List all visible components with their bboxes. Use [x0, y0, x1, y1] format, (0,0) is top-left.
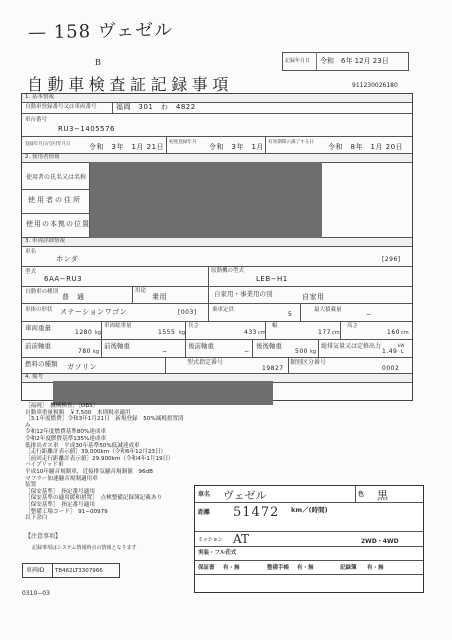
expiry-value: 令和 8年 1月 20日 — [328, 143, 404, 151]
vehicle-id-value: TB462LT3307966 — [55, 568, 103, 574]
record-date-value: 令和 6年 12月 23日 — [320, 57, 389, 65]
footer-code: 0310−03 — [22, 590, 50, 597]
user-address-label: 使用者の住所 — [28, 196, 82, 204]
chassis-value: RU3−1405576 — [58, 125, 115, 133]
card-warranty-value: 有・無 — [223, 565, 240, 571]
capacity-value: 5 — [288, 311, 293, 318]
redacted-remarks — [53, 381, 273, 405]
card-record-value: 有・無 — [367, 565, 384, 571]
dealer-card — [194, 485, 424, 593]
width-label: 幅 — [272, 323, 278, 329]
card-manual-value: 有・無 — [297, 565, 314, 571]
rear-axle-label: 後後軸重 — [256, 342, 282, 350]
gross-label: 車両総重量 — [104, 323, 132, 329]
remarks-line: ［福岡］ 機械検査，［OBS］ — [25, 403, 99, 409]
vehicle-id-label: 車両ID — [26, 567, 45, 574]
chassis-label: 車台番号 — [25, 117, 48, 123]
front-axle-label: 前前軸重 — [25, 342, 51, 350]
displacement-label: 総排気量又は定格出力 — [321, 343, 382, 350]
card-mileage-value: 51472 — [233, 505, 280, 520]
kind-label: 自動車の種別 — [25, 289, 59, 295]
section-basic-header — [22, 94, 412, 102]
capacity-label: 乗車定員 — [212, 307, 235, 313]
expiry-label: 有効期間の満了する日 — [268, 140, 314, 145]
max-load-label: 最大積載量 — [314, 307, 342, 313]
card-mission-value: AT — [233, 532, 250, 546]
remarks-line: 令和2年度燃費基準135%達成車 — [25, 435, 107, 442]
height-unit: cm — [401, 330, 409, 336]
height-label: 高さ — [347, 323, 359, 329]
record-date-box — [282, 52, 409, 71]
front2-value: − — [162, 348, 168, 355]
card-type-label: 実装・フル荘式 — [198, 550, 237, 556]
model-label: 型式 — [25, 269, 37, 275]
max-load-value: − — [366, 311, 372, 318]
remarks-line: ［走行距離計表示値］39,000km（令和6年12月23日） — [25, 449, 167, 456]
card-name-label: 車名 — [198, 491, 211, 498]
weight-label: 車両重量 — [25, 324, 51, 332]
remarks-line: ［保安基準］ 指定番号適用 — [25, 501, 95, 508]
gross-unit: kg — [179, 330, 186, 336]
remarks-line: 令和12年度燃費基準80%達成車 — [25, 429, 107, 436]
width-value: 177 — [318, 329, 331, 336]
remarks-line: ハイブリッド車 — [25, 462, 64, 469]
section-user-header — [22, 154, 412, 162]
fuel-value: ガソリン — [67, 363, 97, 371]
remarks-line: 以下余白 — [25, 515, 48, 522]
rear-axle-value: 500 — [295, 348, 308, 355]
type-no-value: 19827 — [262, 365, 284, 372]
card-name-value: ヴェゼル — [223, 489, 267, 502]
displacement-value: 1.49 — [382, 348, 398, 355]
card-color-label: 色 — [358, 491, 365, 498]
use-value: 乗用 — [152, 293, 167, 301]
gross-value: 1555 — [158, 329, 176, 336]
vehicle-id-box — [22, 563, 120, 578]
section-remarks-title: 4. 備考 — [25, 374, 43, 380]
remarks-line: 自動車重量税額 ￥7,500 本則税率適用 — [25, 409, 131, 416]
remarks-text — [25, 403, 195, 522]
length-label: 長さ — [188, 323, 200, 329]
card-mileage-unit: km／(時間) — [291, 506, 328, 514]
body-code: [003] — [178, 309, 197, 316]
first-reg-value: 令和 3年 1月 21日 — [89, 143, 165, 151]
first-date-label: 初度登録年月 — [169, 140, 197, 145]
maker-value: ホンダ — [56, 255, 79, 263]
section-vehicle-title: 3. 車両詳細情報 — [25, 238, 65, 244]
height-value: 160 — [387, 329, 400, 336]
handwritten-b: B — [95, 58, 101, 67]
fuel-label: 燃料の種類 — [25, 360, 58, 368]
doc-number: 911230026180 — [352, 82, 398, 89]
weight-unit: kg — [95, 330, 102, 336]
remarks-line: み — [25, 422, 31, 429]
redacted-user-info — [90, 162, 322, 238]
remarks-line: ［前回走行距離計表示値］29,900km（令和4年1月19日） — [25, 455, 174, 462]
body-label: 車体の形状 — [25, 307, 53, 313]
remarks-line: 平成10年騒音規制車，近接排気騒音規制値 96dB — [25, 468, 153, 475]
section-user-title: 2. 使用者情報 — [25, 154, 60, 160]
card-warranty-label: 保証書 — [198, 565, 215, 571]
front-axle-value: 780 — [78, 348, 91, 355]
engine-value: LEB−H1 — [256, 275, 288, 283]
card-record-label: 記録簿 — [340, 565, 357, 571]
card-mileage-label: 距離 — [198, 509, 211, 516]
section-basic-title: 1. 基本情報 — [25, 94, 54, 100]
kind-value: 普 通 — [62, 293, 85, 301]
remarks-line: マフラー加速騒音規制適用車 — [25, 475, 98, 482]
rear1-label: 後前軸重 — [188, 342, 214, 350]
remarks-line: 低排出ガス車 平成30年基準50%低減達成車 — [25, 442, 140, 449]
displacement-unit: kW — [398, 343, 405, 348]
length-unit: cm — [258, 330, 266, 336]
use-label: 用途 — [135, 288, 147, 294]
section-vehicle-header — [22, 238, 412, 246]
first-reg-label: 登録年月日/交付年月日 — [25, 142, 71, 147]
displacement-unit-l: L — [401, 349, 404, 355]
notice-title: 【注意事項】 — [25, 533, 62, 540]
weight-value: 1280 — [75, 329, 93, 336]
notice-text: 記録事項はシステム情報時点の情報となります — [32, 545, 137, 551]
first-date-value: 令和 3年 1月 — [209, 143, 264, 151]
business-label: 自家用・事業用の別 — [214, 290, 273, 298]
card-manual-label: 整備手帳 — [267, 565, 290, 571]
handwritten-note: — 158 ヴェゼル — [27, 19, 174, 44]
front-axle-unit: kg — [93, 349, 100, 355]
remarks-line: 装置 — [25, 482, 37, 489]
engine-label: 原動機の型式 — [211, 268, 245, 274]
business-value: 自家用 — [302, 293, 325, 301]
user-base-label: 使用の本拠の位置 — [26, 220, 90, 228]
rear1-value: − — [244, 348, 250, 355]
maker-label: 車名 — [25, 249, 37, 255]
type-no-label: 型式指定番号 — [187, 359, 224, 366]
remarks-line: ［保安基準の適用緩和措置］ 点検整備記録簿記載あり — [25, 495, 163, 502]
remarks-line: ［保安基準］ 指定番号適用 — [25, 488, 95, 495]
page-title: 自動車検査証記録事項 — [27, 75, 234, 94]
length-value: 433 — [244, 329, 257, 336]
inspection-form — [21, 93, 413, 401]
body-value: ステーションワゴン — [60, 308, 128, 316]
class-no-value: 0002 — [382, 365, 400, 372]
maker-code: [296] — [382, 256, 401, 263]
record-date-label: 記録年月日 — [285, 58, 311, 64]
card-color-value: 黒 — [377, 489, 388, 502]
remarks-line: ［整備工場コード］ 91−00979 — [25, 508, 108, 515]
model-value: 6AA−RU3 — [44, 275, 83, 283]
card-drive-value: 2WD・4WD — [361, 538, 399, 545]
reg-value: 福岡 301 わ 4822 — [116, 103, 196, 111]
user-name-label: 使用者の氏名又は名称 — [26, 174, 87, 181]
class-no-label: 類別区分番号 — [290, 359, 327, 366]
width-unit: cm — [332, 330, 340, 336]
reg-label: 自動車登録番号又は車両番号 — [25, 104, 97, 110]
remarks-line: ［3.1年度燃費］令和3年1月21日 新規登録 50%減税措置済 — [25, 416, 184, 423]
card-mission-label: ミッション — [198, 537, 223, 543]
front2-label: 前後軸重 — [104, 342, 130, 350]
rear-axle-unit: kg — [310, 349, 317, 355]
